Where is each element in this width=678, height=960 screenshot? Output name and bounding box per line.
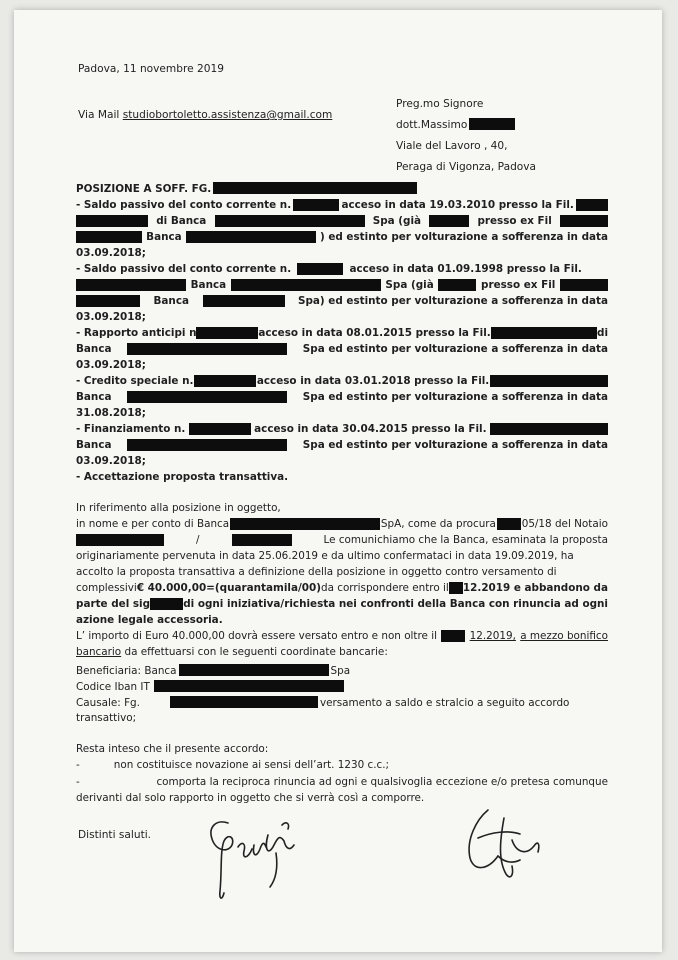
subject-title: POSIZIONE A SOFF. FG. [76,182,608,195]
subject-line: 03.09.2018; [76,247,146,259]
subject-line: - Saldo passivo del conto corrente n. acceso in data 01.09.1998 presso la Fil. [76,263,582,275]
redaction-bar [293,199,339,211]
redaction-bar [560,215,608,227]
redaction-bar [231,279,381,291]
redaction-bar [576,199,608,211]
subject-line: Banca Spa) ed estinto per volturazione a sofferenza in data [76,295,608,307]
addressee-line: Peraga di Vigonza, Padova [396,161,537,173]
redaction-bar [76,231,142,243]
redaction-bar [76,534,164,546]
subject-line: 03.09.2018; [76,311,146,323]
redaction-bar [230,518,380,530]
subject-line: 03.09.2018; [76,455,146,467]
addressee-line: Preg.mo Signore [396,98,484,110]
closing-intro: Resta inteso che il presente accordo: [76,743,269,755]
subject-line: Banca Spa ed estinto per volturazione a sofferenza in data [76,343,608,355]
subject-line: - Finanziamento n. acceso in data 30.04.2015 presso la Fil. [76,423,608,435]
redaction-bar [449,582,463,594]
redaction-bar [76,295,140,307]
redaction-bar [196,327,258,339]
addressee-block [396,94,536,178]
subject-line: di Banca Spa (già presso ex Fil [76,215,608,227]
subject-line: - Credito speciale n. acceso in data 03.01.2018 presso la Fil. [76,375,608,387]
body-line: In riferimento alla posizione in oggetto, [76,502,281,514]
email-address[interactable]: studiobortoletto.assistenza@gmail.com [122,109,333,121]
redaction-bar [189,423,251,435]
subject-line: - Rapporto anticipi n acceso in data 08.01.2015 presso la Fil. di [76,327,608,339]
redaction-bar [186,231,316,243]
redaction-bar [490,423,608,435]
body-line: in nome e per conto di Banca SpA, come da procura 05/18 del Notaio [76,518,608,530]
beneficiary-line: Beneficiaria: Banca Spa [76,665,351,677]
body-line: azione legale accessoria. [76,614,223,626]
body-line: L’ importo di Euro 40.000,00 dovrà essere versato entro e non oltre il 12.2019, a mezzo bonifico [76,630,608,642]
signature-left [198,805,308,915]
via-mail-label: Via Mail [78,109,120,121]
subject-line: Banca Spa ed estinto per volturazione a sofferenza in data [76,391,608,403]
place-date: Padova, 11 novembre 2019 [78,63,224,75]
redaction-bar [469,118,515,130]
redaction-bar [429,215,469,227]
iban-line: Codice Iban IT [76,680,608,693]
subject-line: Banca Spa (già presso ex Fil [76,279,608,291]
subject-line: - Saldo passivo del conto corrente n. acceso in data 19.03.2010 presso la Fil. [76,199,608,211]
redaction-bar [76,215,148,227]
redaction-bar [490,375,608,387]
subject-line: 03.09.2018; [76,359,146,371]
body-line: originariamente pervenuta in data 25.06.2019 e da ultimo confermataci in data 19.09.2019, ha [76,550,574,562]
causale-line: Causale: Fg. versamento a saldo e stralcio a seguito accordo [76,697,570,709]
redaction-bar [438,279,476,291]
redaction-bar [441,630,465,642]
redaction-bar [215,215,365,227]
redaction-bar [497,518,521,530]
addressee-line: Viale del Lavoro , 40, [396,140,508,152]
redaction-bar [170,696,318,708]
redaction-bar [194,375,256,387]
redaction-bar [297,263,343,275]
subject-line: Banca ) ed estinto per volturazione a sofferenza in data [76,231,608,243]
body-line: bancario da effettuarsi con le seguenti coordinate bancarie: [76,646,388,658]
redaction-bar [179,664,329,676]
via-mail [78,109,332,121]
closing-item: - non costituisce novazione ai sensi dell’art. 1230 c.c.; [76,759,390,771]
subject-line: 31.08.2018; [76,407,146,419]
body-line: complessivi € 40.000,00=(quarantamila/00) da corrispondere entro il 12.2019 e abbandono da [76,582,608,594]
redaction-bar [491,327,597,339]
addressee-line: dott.Massimo [396,115,536,136]
greeting: Distinti saluti. [78,829,152,841]
signature-right [448,800,558,910]
redaction-bar [76,279,186,291]
redaction-bar [127,439,287,451]
redaction-bar [127,391,287,403]
redaction-bar [203,295,285,307]
body-line: parte del sig di ogni iniziativa/richiesta nei confronti della Banca con rinuncia ad ogni [76,598,608,610]
subject-line: - Accettazione proposta transattiva. [76,471,289,483]
subject-line: Banca Spa ed estinto per volturazione a sofferenza in data [76,439,608,451]
redaction-bar [213,182,417,194]
closing-item: - comporta la reciproca rinuncia ad ogni e qualsivoglia eccezione e/o pretesa comunque [76,776,608,788]
redaction-bar [560,279,608,291]
body-line: accolto la proposta transattiva a definizione della posizione in oggetto contro versamento di [76,566,557,578]
redaction-bar [127,343,287,355]
redaction-bar [150,598,183,610]
redaction-bar [154,680,344,692]
closing-item: derivanti dal solo rapporto in oggetto che si verrà così a comporre. [76,792,425,804]
letter-page [14,10,662,952]
redaction-bar [232,534,292,546]
causale-line: transattivo; [76,712,137,724]
body-line: / Le comunichiamo che la Banca, esaminata la proposta [76,534,608,546]
